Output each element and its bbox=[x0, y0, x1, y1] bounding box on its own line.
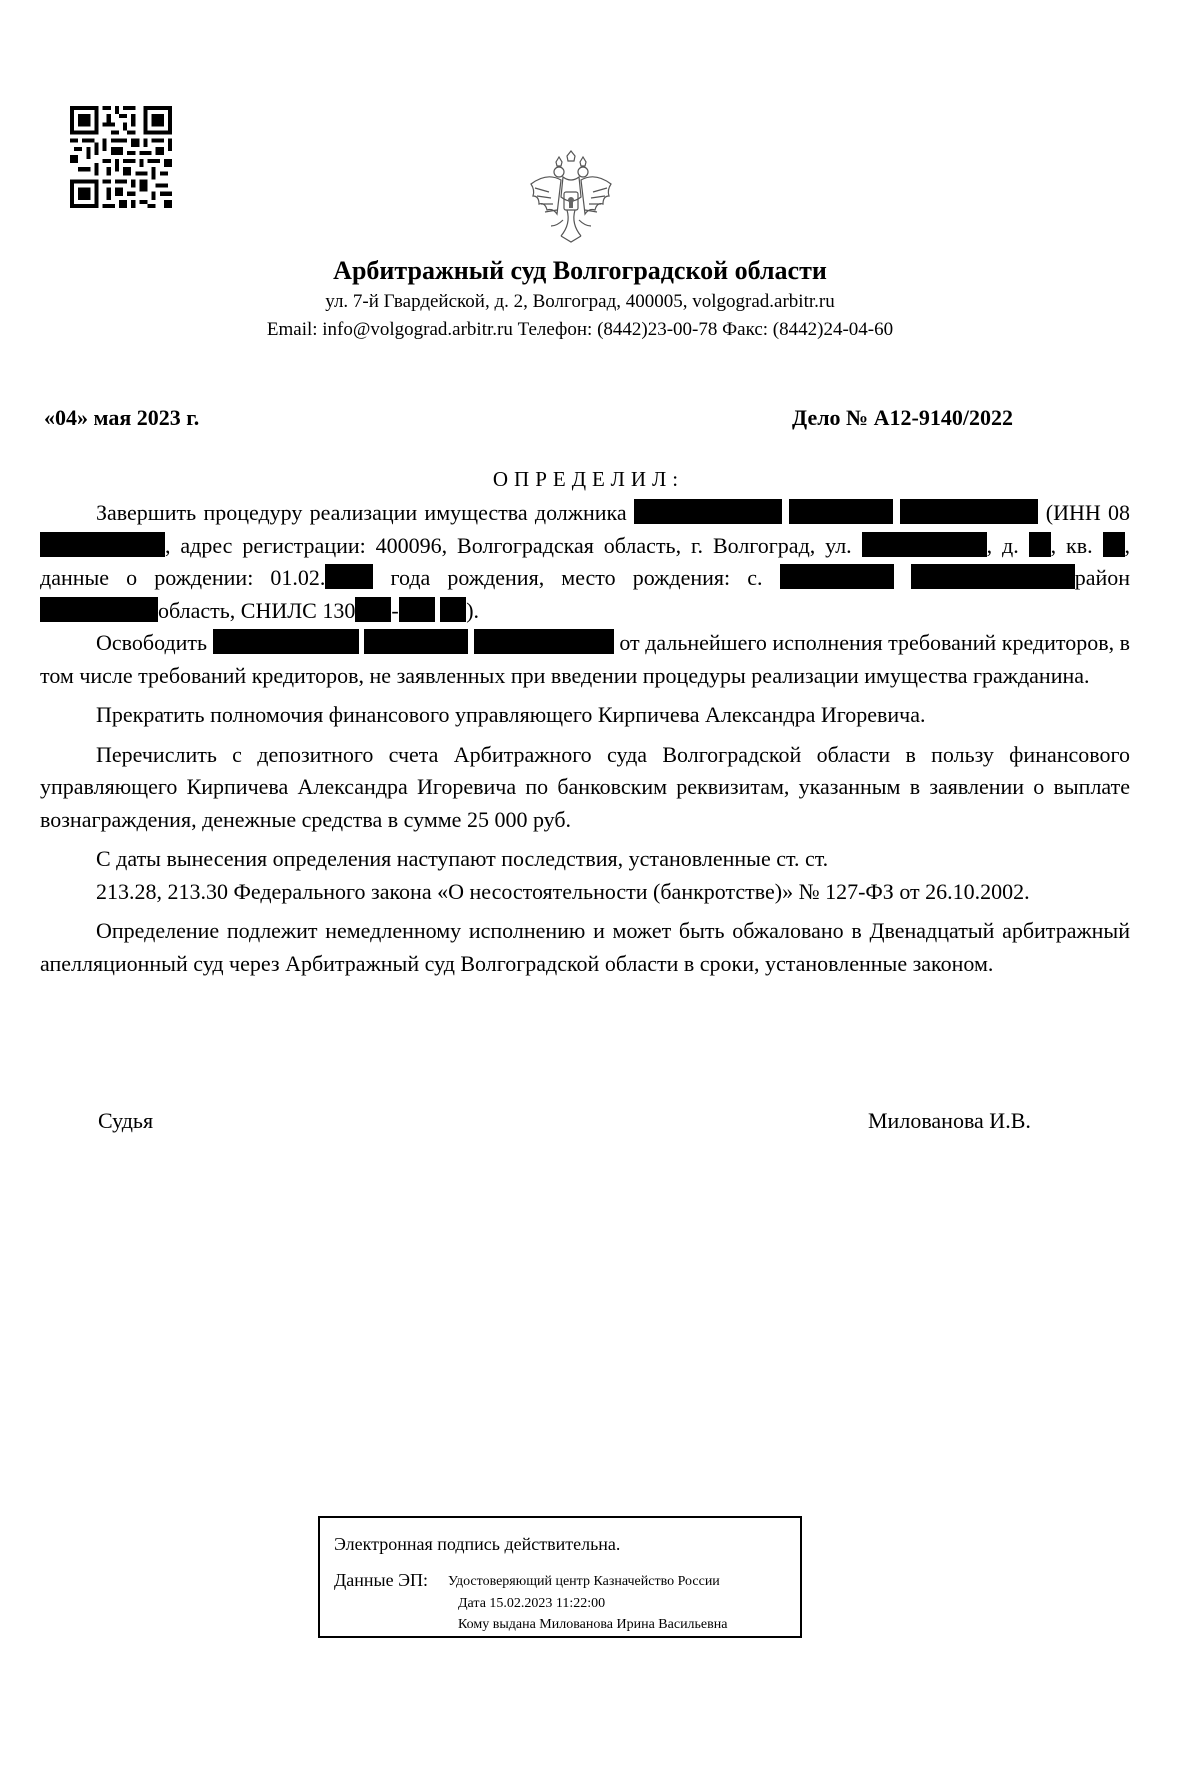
text-segment: Завершить процедуру реализации имущества должника bbox=[96, 500, 627, 525]
paragraph-release-debtor bbox=[40, 627, 1130, 692]
e-signature-box bbox=[318, 1516, 802, 1638]
text-segment: , кв. bbox=[1050, 532, 1093, 558]
paragraph-complete-procedure bbox=[40, 497, 1130, 627]
court-contacts: Email: info@volgograd.arbitr.ru Телефон: (8442)23-00-78 Факс: (8442)24-04-60 bbox=[266, 319, 894, 340]
text-segment: район bbox=[1074, 565, 1131, 590]
decree-title: ОПРЕДЕЛИЛ: bbox=[492, 467, 685, 491]
judge-label: Судья bbox=[98, 1108, 154, 1133]
text-segment: года рождения, место рождения: с. bbox=[390, 565, 763, 590]
case-number: Дело № А12-9140/2022 bbox=[792, 405, 1013, 430]
text-segment: (ИНН 08 bbox=[1045, 500, 1131, 525]
text-segment: от дальнейшего исполнения требований кредиторов, в том числе требований кредиторов, не заявленных при введении процедуры реализации имущества гражданина. bbox=[40, 630, 1131, 688]
redaction-block bbox=[1103, 532, 1125, 557]
text-segment: ). bbox=[466, 597, 480, 623]
text-segment: Освободить bbox=[96, 630, 208, 655]
text-segment: область, СНИЛС 130 bbox=[158, 597, 356, 623]
redaction-block bbox=[364, 629, 468, 654]
redaction-block bbox=[355, 597, 391, 622]
court-address: ул. 7-й Гвардейской, д. 2, Волгоград, 400005, volgograd.arbitr.ru bbox=[325, 291, 835, 312]
paragraph-terminate-powers: Прекратить полномочия финансового управляющего Кирпичева Александра Игоревича. bbox=[96, 702, 926, 727]
paragraph-transfer-funds: Перечислить с депозитного счета Арбитражного суда Волгоградской области в пользу финансового управляющего Кирпичева Александра Игоревича по банковским реквизитам, указанным в заявлении о выплате вознаграждения, денежные средства в сумме 25 000 руб. bbox=[40, 741, 1130, 832]
paragraph-consequences: С даты вынесения определения наступают последствия, установленные ст. ст. bbox=[96, 846, 829, 871]
paragraph-appeal: Определение подлежит немедленному исполнению и может быть обжаловано в Двенадцатый арбитражный апелляционный суд через Арбитражный суд Волгоградской области в сроки, установленные законом. bbox=[40, 918, 1130, 976]
redaction-block bbox=[213, 629, 359, 654]
redaction-block bbox=[634, 499, 782, 524]
text-segment: , адрес регистрации: 400096, Волгоградская область, г. Волгоград, ул. bbox=[165, 532, 852, 558]
qr-code-icon bbox=[70, 106, 172, 208]
redaction-block bbox=[1029, 532, 1051, 557]
paragraph-law-reference: 213.28, 213.30 Федерального закона «О несостоятельности (банкротстве)» № 127-ФЗ от 26.10.2002. bbox=[96, 878, 1030, 904]
court-name: Арбитражный суд Волгоградской области bbox=[333, 256, 827, 285]
e-signature-issuer: Удостоверяющий центр Казначейство России bbox=[448, 1574, 720, 1589]
e-signature-date: Дата 15.02.2023 11:22:00 bbox=[458, 1596, 606, 1611]
e-signature-label: Данные ЭП: bbox=[334, 1570, 428, 1590]
e-signature-owner: Кому выдана Милованова Ирина Васильевна bbox=[458, 1617, 728, 1632]
judge-name: Милованова И.В. bbox=[868, 1108, 1031, 1133]
document-date: «04» мая 2023 г. bbox=[44, 405, 200, 430]
redaction-block bbox=[789, 499, 893, 524]
redaction-block bbox=[440, 597, 466, 622]
document-body bbox=[40, 497, 1130, 980]
redaction-block bbox=[40, 597, 158, 622]
text-segment: , данные о рождении: 01.02. bbox=[40, 532, 1130, 590]
redaction-block bbox=[399, 597, 435, 622]
redaction-block bbox=[862, 532, 987, 557]
redaction-block bbox=[900, 499, 1038, 524]
redaction-block bbox=[911, 564, 1075, 589]
text-segment: - bbox=[391, 597, 399, 623]
e-signature-valid: Электронная подпись действительна. bbox=[334, 1534, 621, 1554]
redaction-block bbox=[780, 564, 894, 589]
russian-coat-of-arms-icon bbox=[523, 150, 619, 250]
redaction-block bbox=[325, 564, 373, 589]
text-segment: , д. bbox=[986, 532, 1019, 558]
redaction-block bbox=[40, 532, 165, 557]
redaction-block bbox=[474, 629, 614, 654]
